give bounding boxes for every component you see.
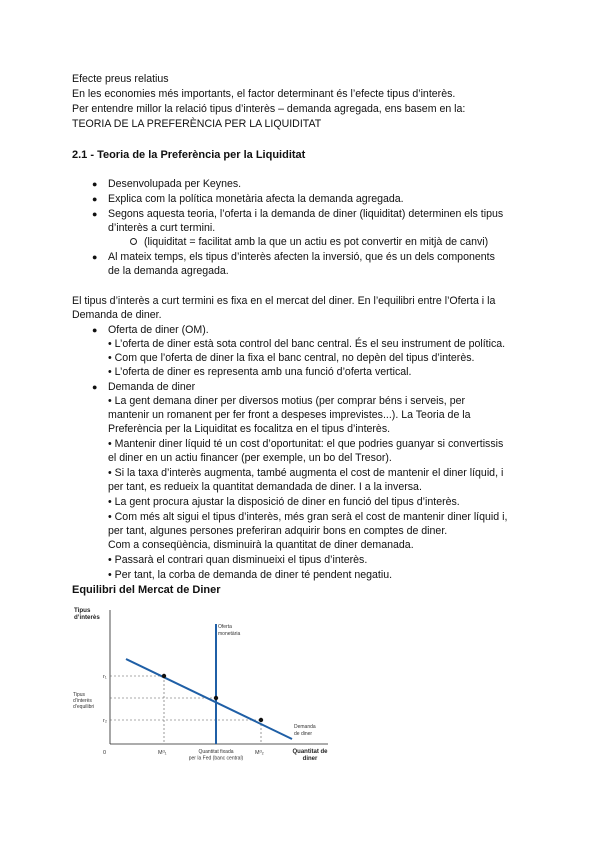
origin-label: 0: [103, 750, 107, 756]
demand-label: Demanda de diner: [294, 724, 316, 737]
section-bullet-3a: Segons aquesta teoria, l’oferta i la demanda de diner (liquiditat) determinen els tipus: [108, 208, 504, 220]
point-equilibrium: [214, 696, 218, 700]
money-supply-point-3: • L’oferta de diner es representa amb una funció d’oferta vertical.: [108, 366, 412, 378]
x-tick-md2: Mᵈ₂: [255, 750, 264, 756]
money-demand-point-5a: • Com més alt sigui el tipus d’interès, més gran serà el cost de mantenir diner líquid i,: [108, 511, 508, 523]
section-sub-bullet: (liquiditat = facilitat amb la que un actiu es pot convertir en mitjà de canvi): [144, 236, 489, 248]
money-demand-heading: Demanda de diner: [108, 381, 196, 393]
point-r2: [259, 718, 263, 722]
money-demand-point-6: • Passarà el contrari quan disminueixi el tipus d’interès.: [108, 554, 368, 566]
y-tick-r2: r₂: [103, 718, 107, 724]
money-demand-point-1a: • La gent demana diner per diversos motius (per comprar béns i serveis, per: [108, 395, 466, 407]
intro-line-4: TEORIA DE LA PREFERÈNCIA PER LA LIQUIDITAT: [72, 118, 322, 130]
bullet-dot: ●: [92, 179, 98, 189]
money-demand-point-2b: el diner en un actiu financer (per exemple, un bo del Tresor).: [108, 452, 392, 464]
money-demand-point-3a: • Si la taxa d’interès augmenta, també augmenta el cost de mantenir el diner líquid, i: [108, 467, 504, 479]
money-demand-point-1b: mantenir un romanent per fer front a despeses imprevistes...). La Teoria de la: [108, 409, 471, 421]
intro-line-2: En les economies més importants, el factor determinant és l’efecte tipus d’interès.: [72, 88, 456, 100]
money-demand-point-4: • La gent procura ajustar la disposició de diner en funció del tipus d’interès.: [108, 496, 460, 508]
intro-line-3: Per entendre millor la relació tipus d’interès – demanda agregada, ens basem en la:: [72, 103, 466, 115]
equilibrium-label: Tipus d’interès d’equilibri: [73, 692, 95, 710]
x-tick-fixed: Quantitat fixada per la Fed (banc central): [188, 749, 244, 762]
y-axis-label: Tipus d’interès: [74, 607, 100, 621]
section-bullet-4b: de la demanda agregada.: [108, 265, 229, 277]
section-bullet-4a: Al mateix temps, els tipus d’interès afecten la inversió, que és un dels components: [108, 251, 495, 263]
x-tick-md1: Mᵈ₁: [158, 750, 167, 756]
money-supply-point-2: • Com que l’oferta de diner la fixa el banc central, no depèn del tipus d’interès.: [108, 352, 475, 364]
market-paragraph-a: El tipus d’interès a curt termini es fixa en el mercat del diner. En l’equilibri entre l’Oferta i la: [72, 295, 496, 307]
money-demand-curve: [126, 659, 292, 739]
bullet-dot: ●: [92, 252, 98, 262]
market-paragraph-b: Demanda de diner.: [72, 309, 162, 321]
bullet-dot: ●: [92, 194, 98, 204]
x-axis-label: Quantitat de diner: [292, 749, 328, 762]
money-demand-point-2a: • Mantenir diner líquid té un cost d’oportunitat: el que podries guanyar si convertissis: [108, 438, 504, 450]
money-supply-heading: Oferta de diner (OM).: [108, 324, 209, 336]
chart-heading: Equilibri del Mercat de Diner: [72, 584, 221, 596]
money-demand-point-7: • Per tant, la corba de demanda de diner té pendent negatiu.: [108, 569, 393, 581]
money-demand-point-3b: per tant, es redueix la quantitat demandada de diner. I a la inversa.: [108, 481, 422, 493]
point-r1: [162, 674, 166, 678]
supply-label: Oferta monetària: [218, 624, 241, 637]
money-demand-point-1c: Preferència per la Liquiditat es focalitza en el tipus d’interès.: [108, 423, 391, 435]
section-bullet-3b: d’interès a curt termini.: [108, 222, 216, 234]
intro-line-1: Efecte preus relatius: [72, 73, 169, 85]
bullet-dot: ●: [92, 325, 98, 335]
bullet-dot: ●: [92, 209, 98, 219]
y-tick-r1: r₁: [103, 674, 107, 680]
money-demand-point-5c: Com a conseqüència, disminuirà la quantitat de diner demanada.: [108, 539, 414, 551]
bullet-dot: ●: [92, 382, 98, 392]
section-heading: 2.1 - Teoria de la Preferència per la Liquiditat: [72, 149, 306, 161]
section-bullet-1: Desenvolupada per Keynes.: [108, 178, 242, 190]
money-supply-point-1: • L’oferta de diner està sota control del banc central. És el seu instrument de política.: [108, 338, 506, 350]
section-bullet-2: Explica com la política monetària afecta la demanda agregada.: [108, 193, 404, 205]
money-market-chart: [70, 598, 340, 778]
sub-bullet-circle: [130, 238, 137, 245]
money-demand-point-5b: per tant, algunes persones preferiran adquirir bons en comptes de diner.: [108, 525, 448, 537]
